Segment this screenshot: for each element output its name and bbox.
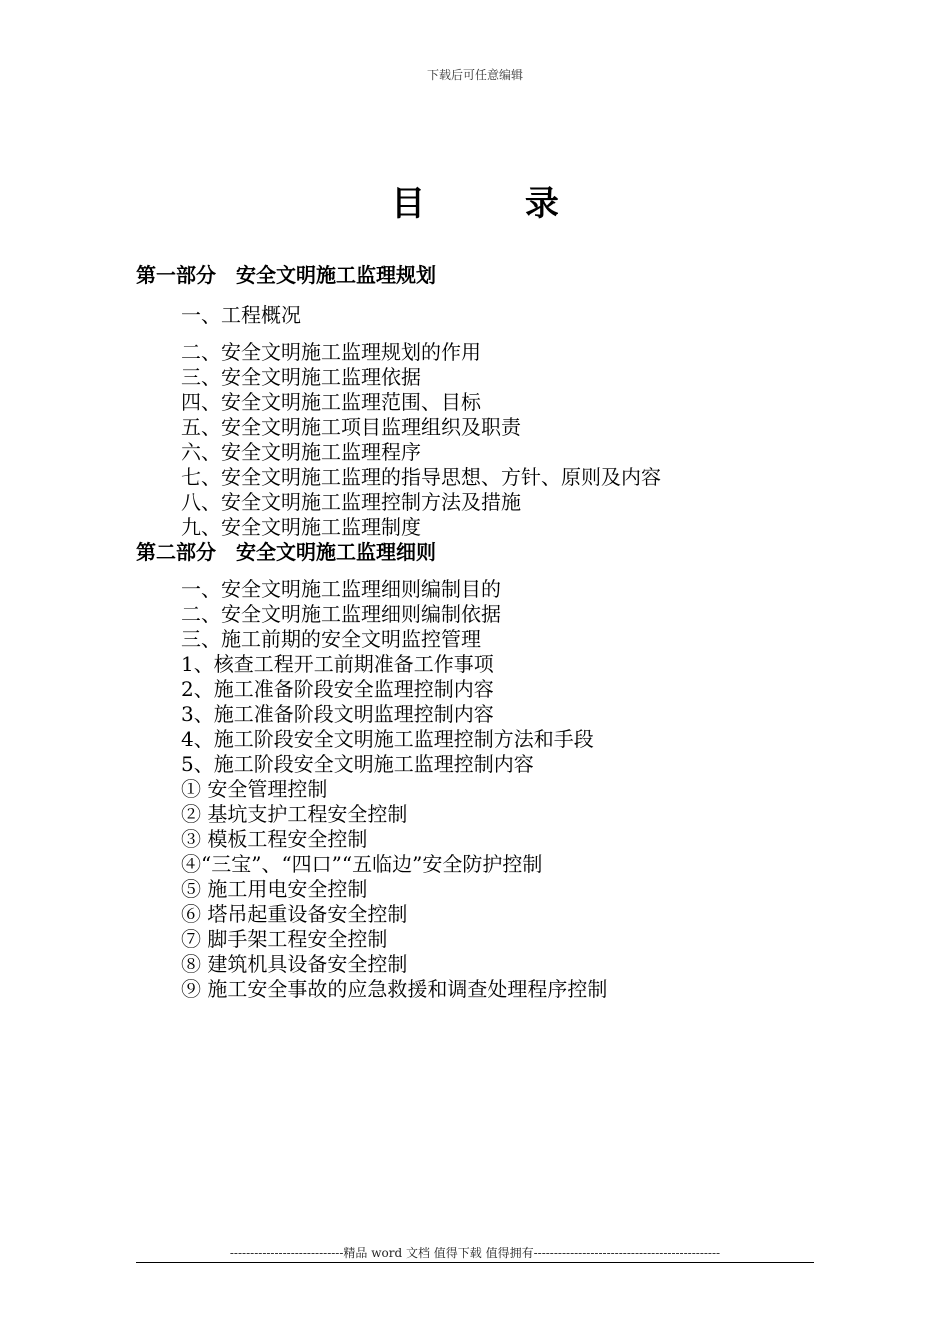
- toc-item: 四、安全文明施工监理范围、目标: [181, 390, 481, 414]
- toc-item: 2、施工准备阶段安全监理控制内容: [181, 677, 494, 701]
- toc-item: 二、安全文明施工监理细则编制依据: [181, 602, 501, 626]
- footer-note: ----------------------------精品 word 文档 值得下载 值得拥有----------------------------------------------: [229, 1246, 721, 1260]
- toc-item: 5、施工阶段安全文明施工监理控制内容: [181, 752, 534, 776]
- toc-item: ⑧ 建筑机具设备安全控制: [181, 952, 408, 976]
- toc-item: ⑥ 塔吊起重设备安全控制: [181, 902, 408, 926]
- footer-divider: [136, 1262, 814, 1263]
- toc-item: ① 安全管理控制: [181, 777, 328, 801]
- toc-item: ④“三宝”、“四口”“五临边”安全防护控制: [181, 852, 543, 876]
- toc-item: 一、工程概况: [181, 303, 301, 327]
- toc-item: 二、安全文明施工监理规划的作用: [181, 340, 481, 364]
- toc-item: 八、安全文明施工监理控制方法及措施: [181, 490, 521, 514]
- toc-item: 一、安全文明施工监理细则编制目的: [181, 577, 501, 601]
- toc-item: ⑨ 施工安全事故的应急救援和调查处理程序控制: [181, 977, 608, 1001]
- toc-part-1-heading: 第一部分 安全文明施工监理规划: [136, 263, 436, 287]
- toc-item: 三、施工前期的安全文明监控管理: [181, 627, 481, 651]
- header-note: 下载后可任意编辑: [426, 68, 523, 82]
- toc-item: ⑦ 脚手架工程安全控制: [181, 927, 388, 951]
- toc-item: 九、安全文明施工监理制度: [181, 515, 421, 539]
- toc-item: 三、安全文明施工监理依据: [181, 365, 421, 389]
- toc-item: ③ 模板工程安全控制: [181, 827, 368, 851]
- toc-item: 4、施工阶段安全文明施工监理控制方法和手段: [181, 727, 594, 751]
- toc-item: 七、安全文明施工监理的指导思想、方针、原则及内容: [181, 465, 661, 489]
- toc-part-2-heading: 第二部分 安全文明施工监理细则: [136, 540, 436, 564]
- toc-item: 六、安全文明施工监理程序: [181, 440, 421, 464]
- toc-item: 3、施工准备阶段文明监理控制内容: [181, 702, 494, 726]
- toc-item: 五、安全文明施工项目监理组织及职责: [181, 415, 521, 439]
- page-title: 目 录: [391, 184, 603, 224]
- toc-item: ⑤ 施工用电安全控制: [181, 877, 368, 901]
- toc-item: ② 基坑支护工程安全控制: [181, 802, 408, 826]
- toc-item: 1、核查工程开工前期准备工作事项: [181, 652, 494, 676]
